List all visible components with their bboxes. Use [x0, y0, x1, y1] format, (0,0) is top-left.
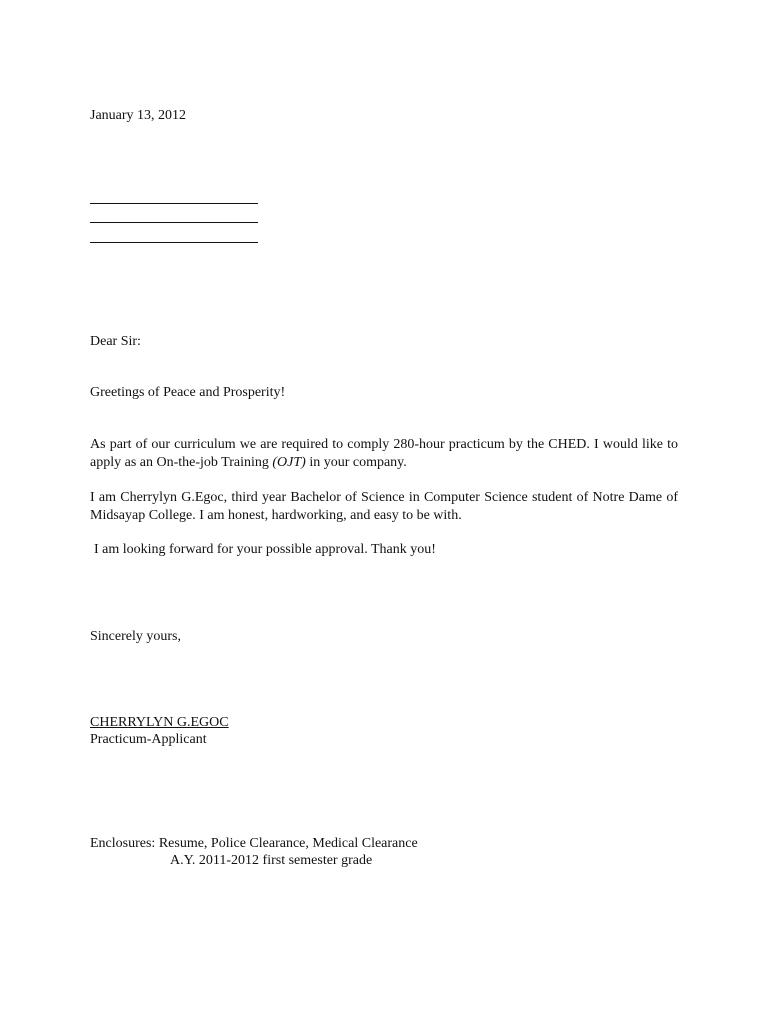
enclosures-line-2: A.Y. 2011-2012 first semester grade	[170, 853, 373, 868]
letter-date: January 13, 2012	[90, 108, 187, 123]
salutation: Dear Sir:	[90, 334, 141, 349]
body-paragraph-1-end: in your company.	[305, 455, 407, 470]
enclosures-line-1: Enclosures: Resume, Police Clearance, Medical Clearance	[90, 836, 418, 851]
body-paragraph-1	[90, 436, 678, 472]
recipient-blank-line-2	[90, 222, 258, 223]
signatory-title: Practicum-Applicant	[90, 732, 207, 747]
closing: Sincerely yours,	[90, 629, 181, 644]
body-paragraph-3: I am looking forward for your possible approval. Thank you!	[94, 542, 436, 557]
body-paragraph-1-text: As part of our curriculum we are required to comply 280-hour practicum by the CHED. I would like to apply as an On-the-job Training	[90, 437, 678, 470]
signatory-name: CHERRYLYN G.EGOC	[90, 715, 229, 730]
ojt-abbreviation: (OJT)	[272, 455, 306, 470]
body-paragraph-2: I am Cherrylyn G.Egoc, third year Bachelor of Science in Computer Science student of Notre Dame of Midsayap College. I am honest, hardworking, and easy to be with.	[90, 490, 678, 523]
recipient-blank-line-3	[90, 242, 258, 243]
greeting: Greetings of Peace and Prosperity!	[90, 385, 286, 400]
recipient-blank-line-1	[90, 203, 258, 204]
